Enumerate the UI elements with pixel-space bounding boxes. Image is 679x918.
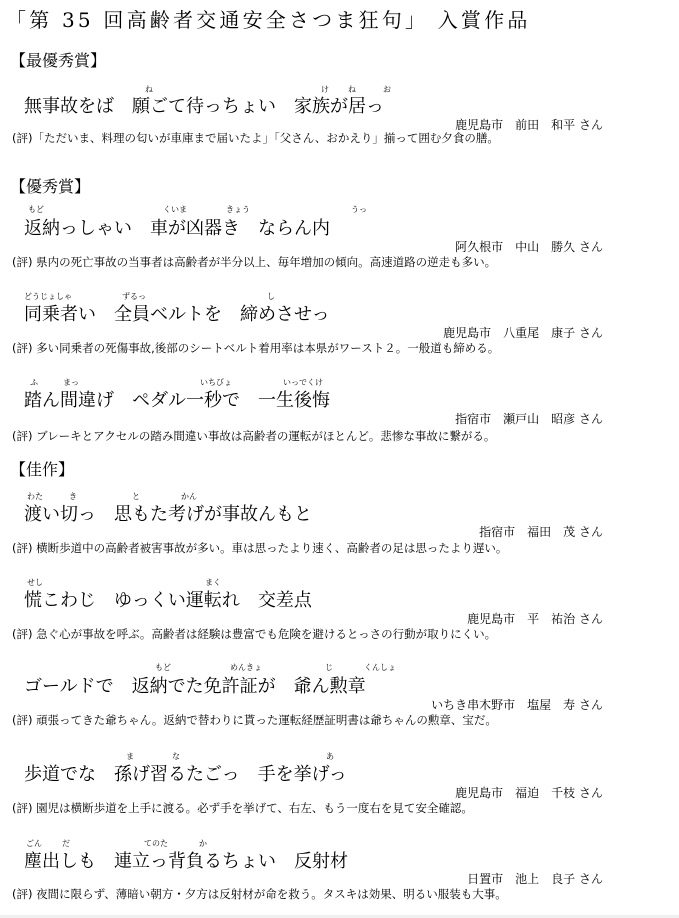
author-name: 指宿市 瀬戸山 昭彦 さん bbox=[455, 412, 603, 426]
author-name: 阿久根市 中山 勝久 さん bbox=[455, 240, 603, 254]
haiku-poem: 塵出しも 連立っ背負るちょい 反射材 bbox=[24, 851, 348, 872]
author-name: いちき串木野市 塩屋 寿 さん bbox=[431, 698, 603, 712]
section-heading-honorable-mention: 【佳作】 bbox=[10, 460, 75, 479]
judge-comment: (評)「ただいま、料理の匂いが車庫まで届いたよ」「父さん、おかえり」揃って囲む夕食の膳。 bbox=[12, 131, 499, 145]
author-name: 指宿市 福田 茂 さん bbox=[479, 525, 603, 539]
judge-comment: (評) 横断歩道中の高齢者被害事故が多い。車は思ったより速く、高齢者の足は思ったより遅い。 bbox=[12, 541, 508, 555]
judge-comment: (評) 多い同乗者の死傷事故,後部のシートベルト着用率は本県がワースト２。一般道も締める。 bbox=[12, 341, 500, 355]
ruby-text: てのた bbox=[144, 839, 168, 848]
ruby-text: な bbox=[172, 752, 180, 761]
author-name: 鹿児島市 八重尾 康子 さん bbox=[443, 326, 603, 340]
ruby-text: どうじょしゃ bbox=[24, 292, 72, 301]
ruby-text: け bbox=[321, 85, 329, 94]
judge-comment: (評) 県内の死亡事故の当事者は高齢者が半分以上、毎年増加の傾向。高速道路の逆走も多い。 bbox=[12, 255, 497, 269]
ruby-text: し bbox=[267, 292, 275, 301]
judge-comment: (評) 頑張ってきた爺ちゃん。返納で替わりに貰った運転経歴証明書は爺ちゃんの勲章、宝だ。 bbox=[12, 713, 497, 727]
haiku-poem: 渡い切っ 思もた考げが事故んもと bbox=[24, 504, 312, 525]
haiku-poem: 踏ん間違げ ペダル一秒で 一生後悔 bbox=[24, 390, 330, 411]
section-heading-excellence-prize: 【優秀賞】 bbox=[10, 177, 91, 196]
judge-comment: (評) 夜間に限らず、薄暗い朝方・夕方は反射材が命を救う。タスキは効果、明るい服装も大事。 bbox=[12, 887, 507, 901]
judge-comment: (評) 園児は横断歩道を上手に渡る。必ず手を挙げて、右左、もう一度右を見て安全確認。 bbox=[12, 801, 473, 815]
ruby-text: あ bbox=[326, 752, 334, 761]
author-name: 鹿児島市 福迫 千枝 さん bbox=[455, 786, 603, 800]
haiku-poem: 慌こわじ ゆっくい運転れ 交差点 bbox=[24, 590, 312, 611]
haiku-poem: 歩道でな 孫げ習るたごっ 手を挙げっ bbox=[24, 764, 347, 785]
ruby-text: わた bbox=[27, 492, 43, 501]
author-name: 鹿児島市 平 祐治 さん bbox=[467, 612, 603, 626]
ruby-text: くんしょ bbox=[364, 663, 396, 672]
author-name: 日置市 池上 良子 さん bbox=[467, 872, 603, 886]
ruby-text: ごん bbox=[26, 839, 42, 848]
ruby-text: かん bbox=[181, 492, 197, 501]
haiku-poem: ゴールドで 返納でた免許証が 爺ん勲章 bbox=[24, 676, 366, 697]
judge-comment: (評) 急ぐ心が事故を呼ぶ。高齢者は経験は豊富でも危険を避けるとっさの行動が取りにくい。 bbox=[12, 627, 497, 641]
ruby-text: ね bbox=[145, 85, 153, 94]
ruby-text: もど bbox=[155, 663, 171, 672]
section-heading-grand-prize: 【最優秀賞】 bbox=[10, 51, 107, 70]
author-name: 鹿児島市 前田 和平 さん bbox=[455, 118, 603, 132]
ruby-text: ね bbox=[348, 85, 356, 94]
haiku-poem: 返納っしゃい 車が凶器き ならん内 bbox=[24, 218, 330, 239]
haiku-poem: 無事故をば 願ごて待っちょい 家族が居っ bbox=[24, 96, 384, 117]
ruby-text: いっでくけ bbox=[283, 378, 323, 387]
ruby-text: き bbox=[69, 492, 77, 501]
page-title: 「第 35 回高齢者交通安全さつま狂句」 入賞作品 bbox=[6, 8, 531, 32]
ruby-text: いちびょ bbox=[200, 378, 232, 387]
ruby-text: まく bbox=[205, 578, 221, 587]
ruby-text: ふ bbox=[30, 378, 38, 387]
ruby-text: めんきょ bbox=[230, 663, 262, 672]
judge-comment: (評) ブレーキとアクセルの踏み間違い事故は高齢者の運転がほとんど。悲惨な事故に繋がる。 bbox=[12, 429, 496, 443]
ruby-text: きょう bbox=[226, 205, 250, 214]
ruby-text: うっ bbox=[351, 205, 367, 214]
haiku-poem: 同乗者い 全員ベルトを 締めさせっ bbox=[24, 304, 330, 325]
ruby-text: お bbox=[383, 85, 391, 94]
ruby-text: じ bbox=[325, 663, 333, 672]
ruby-text: か bbox=[199, 839, 207, 848]
ruby-text: ま bbox=[126, 752, 134, 761]
ruby-text: せし bbox=[27, 578, 43, 587]
ruby-text: まっ bbox=[63, 378, 79, 387]
ruby-text: と bbox=[132, 492, 140, 501]
ruby-text: くいま bbox=[163, 205, 187, 214]
ruby-text: ずるっ bbox=[122, 292, 146, 301]
ruby-text: だ bbox=[62, 839, 70, 848]
ruby-text: もど bbox=[28, 205, 44, 214]
